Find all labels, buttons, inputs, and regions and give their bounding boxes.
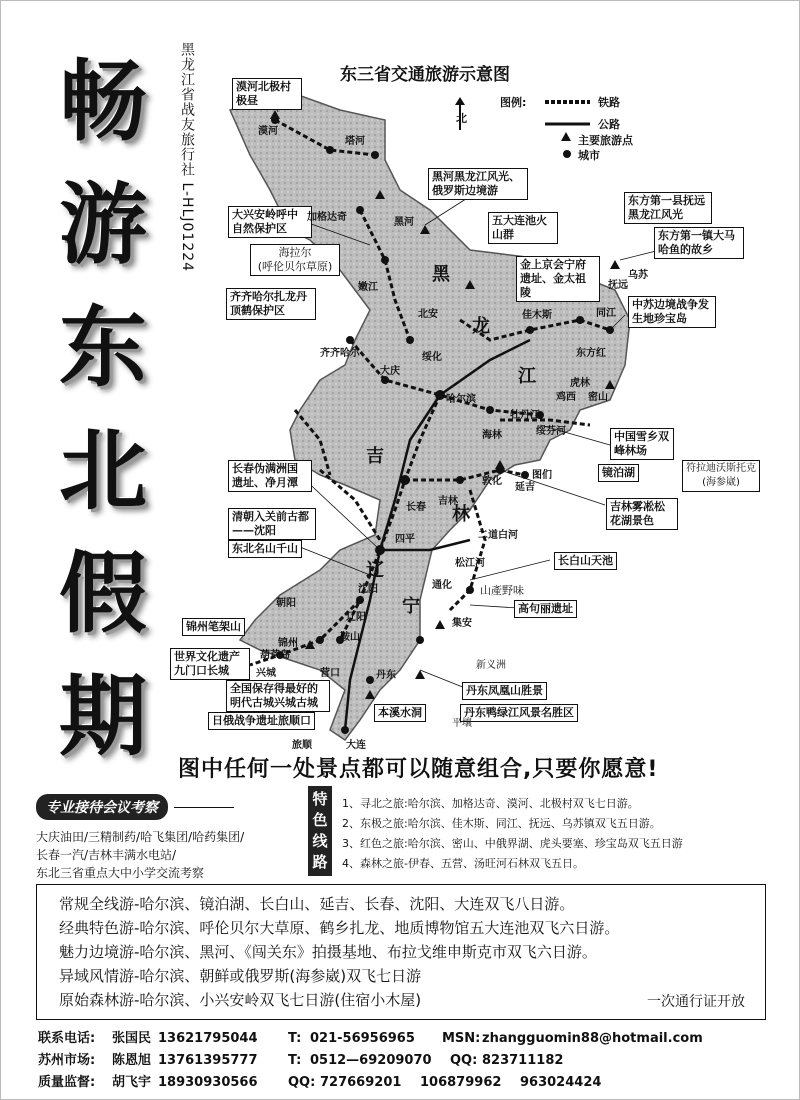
callout-lvshunkou: 日俄战争遗址旅顺口 (208, 712, 315, 730)
place-label: 牡丹江 (510, 410, 540, 421)
vladivostok-box (682, 460, 760, 492)
routes-box (36, 884, 766, 1020)
place-label: 密山 (588, 392, 608, 403)
place-label: 漠河 (258, 126, 278, 137)
contact-row (38, 1072, 703, 1094)
place-label: 葫芦岛 (260, 650, 290, 661)
title-char: 游 (58, 173, 147, 276)
callout-mohe: 漠河北极村极昼 (232, 78, 302, 110)
callout-yalujiang: 丹东鸭绿江风景名胜区 (460, 704, 578, 722)
province-char: 林 (452, 504, 470, 525)
contact-msn[interactable]: zhangguomin88@hotmail.com (482, 1031, 703, 1046)
special-line: 4、森林之旅-伊春、五营、汤旺河石林双飞五日。 (342, 857, 584, 870)
special-line: 2、东极之旅:哈尔滨、佳木斯、同江、抚远、乌苏镇双飞五日游。 (342, 817, 661, 830)
hailar-box (250, 244, 340, 276)
place-label: 哈尔滨 (446, 394, 476, 405)
contact-label: 苏州市场: (38, 1053, 96, 1068)
map-title: 东三省交通旅游示意图 (340, 65, 510, 85)
route-line: 魅力边境游-哈尔滨、黑河、《闯关东》拍摄基地、布拉戈维申斯克市双飞六日游。 (59, 943, 597, 961)
title-char: 北 (58, 419, 147, 522)
place-label: 朝阳 (276, 598, 296, 609)
legend-spot: 主要旅游点 (578, 134, 633, 147)
place-label: 四平 (395, 534, 415, 545)
contact-name: 张国民 (112, 1031, 152, 1046)
slogan: 图中任何一处景点都可以随意组合,只要你愿意! (178, 757, 659, 782)
professional-section (36, 794, 302, 882)
callout-jiumenkou: 世界文化遗产九门口长城 (170, 648, 250, 680)
route-line: 原始森林游-哈尔滨、小兴安岭双飞七日游(住宿小木屋) (59, 991, 422, 1009)
place-label: 绥化 (422, 352, 442, 363)
legend-title: 图例: (500, 96, 527, 109)
contact-row (38, 1050, 703, 1072)
place-label: 嫩江 (358, 282, 378, 293)
place-label: 长春 (406, 502, 426, 513)
north-label: 北 (456, 112, 467, 125)
callout-xingcheng: 全国保存得最好的明代古城兴城古城 (226, 680, 330, 712)
qq-label: QQ: (288, 1075, 316, 1090)
place-label: 同江 (596, 308, 616, 319)
place-label: 图们 (532, 470, 552, 481)
contact-row (38, 1028, 703, 1050)
place-label: 敦化 (482, 476, 502, 487)
province-char: 吉 (366, 446, 384, 467)
callout-jingpohu: 镜泊湖 (598, 464, 639, 482)
callout-huzhong: 大兴安岭呼中自然保护区 (228, 206, 312, 238)
callout-jinshangjing: 金上京会宁府遗址、金太祖陵 (516, 256, 600, 302)
special-tag-char: 路 (312, 853, 328, 871)
place-label: 丹东 (376, 670, 396, 681)
special-line: 1、寻北之旅:哈尔滨、加格达奇、漠河、北极村双飞七日游。 (342, 797, 639, 810)
place-label: 延吉 (515, 482, 535, 493)
title-char: 东 (58, 296, 147, 399)
place-label: 大连 (346, 740, 366, 751)
place-label: 海林 (482, 430, 502, 441)
permit-note: 一次通行证开放 (647, 994, 745, 1010)
place-label: 二道白河 (478, 530, 518, 541)
place-label: 吉林 (438, 496, 458, 507)
tel-label: T: (288, 1031, 302, 1046)
place-label: 营口 (320, 668, 340, 679)
place-label: 虎林 (570, 378, 590, 389)
route-line: 常规全线游-哈尔滨、镜泊湖、长白山、延吉、长春、沈阳、大连双飞八日游。 (59, 895, 575, 913)
callout-wudalianchi: 五大连池火山群 (488, 212, 558, 244)
special-tag-char: 特 (312, 790, 328, 808)
place-label: 平壤 (452, 718, 472, 729)
place-label: 抚远 (608, 280, 628, 291)
place-label: 旅顺 (292, 740, 312, 751)
callout-zhenbaodao: 中苏边境战争发生地珍宝岛 (628, 296, 716, 328)
special-tag-char: 色 (312, 811, 328, 829)
contact-name: 胡飞宇 (112, 1075, 152, 1090)
place-label: 黑河 (394, 217, 414, 228)
special-tag (308, 786, 332, 876)
hailar-sub: (呼伦贝尔草原) (257, 260, 333, 273)
contact-label: 质量监督: (38, 1075, 96, 1090)
contact-qq[interactable]: 823711182 (482, 1053, 564, 1068)
contact-mobile[interactable]: 18930930566 (158, 1075, 258, 1090)
callout-wusong: 吉林雾凇松花湖景色 (606, 498, 678, 530)
place-label: 鞍山 (340, 632, 360, 643)
callout-wusu: 东方第一镇大马哈鱼的故乡 (654, 227, 744, 259)
hailar-label: 海拉尔 (278, 246, 312, 259)
contact-tel[interactable]: 0512—69209070 (310, 1053, 432, 1068)
professional-badge: 专业接待会议考察 (36, 794, 168, 820)
title-char: 畅 (58, 50, 147, 153)
vladivostok-sub: (海参崴) (702, 477, 740, 488)
place-label: 塔河 (345, 136, 365, 147)
legend-city: 城市 (578, 149, 600, 162)
place-label: 集安 (452, 618, 472, 629)
place-label: 绥芬河 (536, 426, 566, 437)
route-line: 经典特色游-哈尔滨、呼伦贝尔大草原、鹤乡扎龙、地质博物馆五大连池双飞六日游。 (59, 919, 620, 937)
callout-shenyang: 清朝入关前古都——沈阳 (228, 508, 316, 540)
place-label: 松江河 (455, 558, 485, 569)
contact-qq[interactable]: 727669201 (320, 1075, 402, 1090)
place-label: 通化 (432, 580, 452, 591)
contact-mobile[interactable]: 13621795044 (158, 1031, 258, 1046)
callout-fuyuan: 东方第一县抚远黑龙江风光 (624, 192, 712, 224)
province-char: 黑 (432, 264, 450, 285)
route-line: 异域风情游-哈尔滨、朝鲜或俄罗斯(海参崴)双飞七日游 (59, 967, 422, 985)
contacts (38, 1028, 703, 1094)
callout-benxi: 本溪水洞 (374, 704, 426, 722)
special-routes (308, 786, 768, 878)
province-char: 龙 (472, 316, 490, 337)
legend-rail: 铁路 (598, 96, 620, 109)
contact-qq[interactable]: 106879962 (420, 1075, 502, 1090)
title-char: 假 (58, 542, 147, 645)
province-char: 宁 (402, 596, 420, 617)
place-label: 加格达奇 (307, 212, 347, 223)
place-label: 东方红 (576, 348, 606, 359)
map (170, 80, 800, 760)
professional-line: 东北三省重点大中小学交流考察 (36, 866, 205, 880)
professional-line: 长春一汽/吉林丰满水电站/ (36, 848, 177, 862)
legend-road: 公路 (598, 118, 620, 131)
place-label: 佳木斯 (522, 310, 552, 321)
contact-tel[interactable]: 021-56956965 (310, 1031, 415, 1046)
place-label: 锦州 (278, 638, 298, 649)
place-label: 鸡西 (556, 392, 576, 403)
vendor-license: 黑龙江省战友旅行社 L-HLJ01224 (179, 42, 195, 273)
place-label: 新义洲 (476, 660, 506, 671)
place-label: 兴城 (256, 668, 276, 679)
province-char: 江 (518, 366, 536, 387)
province-char: 辽 (366, 560, 384, 581)
contact-mobile[interactable]: 13761395777 (158, 1053, 258, 1068)
callout-fenghuangshan: 丹东凤凰山胜景 (462, 682, 547, 700)
special-tag-char: 线 (312, 832, 328, 850)
callout-zhalong: 齐齐哈尔扎龙丹顶鹤保护区 (226, 288, 316, 320)
qq-label: QQ: (450, 1053, 478, 1068)
special-lines (342, 794, 683, 874)
place-label: 北安 (418, 309, 438, 320)
place-label: 辽阳 (346, 612, 366, 623)
callout-heihe: 黑河黑龙江风光、俄罗斯边境游 (428, 168, 528, 200)
contact-name: 陈恩旭 (112, 1053, 152, 1068)
vladivostok-label: 符拉迪沃斯托克 (686, 463, 756, 474)
wild-food-label: 山產野味 (480, 584, 524, 597)
big-title (48, 40, 158, 778)
place-label: 齐齐哈尔 (320, 348, 360, 359)
contact-qq[interactable]: 963024424 (520, 1075, 602, 1090)
place-label: 乌苏 (628, 270, 648, 281)
msn-label: MSN: (442, 1031, 481, 1046)
callout-changchun: 长春伪满洲国遗址、净月潭 (228, 460, 312, 492)
professional-line: 大庆油田/三精制药/哈飞集团/哈药集团/ (36, 830, 245, 844)
place-label: 大庆 (380, 366, 400, 377)
callout-changbaishan: 长白山天池 (554, 552, 617, 570)
divider (174, 807, 234, 808)
contact-label: 联系电话: (38, 1031, 96, 1046)
callout-xuexiang: 中国雪乡双峰林场 (610, 428, 674, 460)
callout-qianshan: 东北名山千山 (228, 540, 302, 558)
callout-bijiashan: 锦州笔架山 (182, 618, 245, 636)
special-line: 3、红色之旅:哈尔滨、密山、中俄界湖、虎头要塞、珍宝岛双飞五日游 (342, 837, 683, 850)
tel-label: T: (288, 1053, 302, 1068)
callout-gaogouli: 高句丽遗址 (514, 600, 577, 618)
place-label: 沈阳 (358, 584, 378, 595)
title-char: 期 (58, 665, 147, 768)
professional-list (36, 828, 302, 882)
